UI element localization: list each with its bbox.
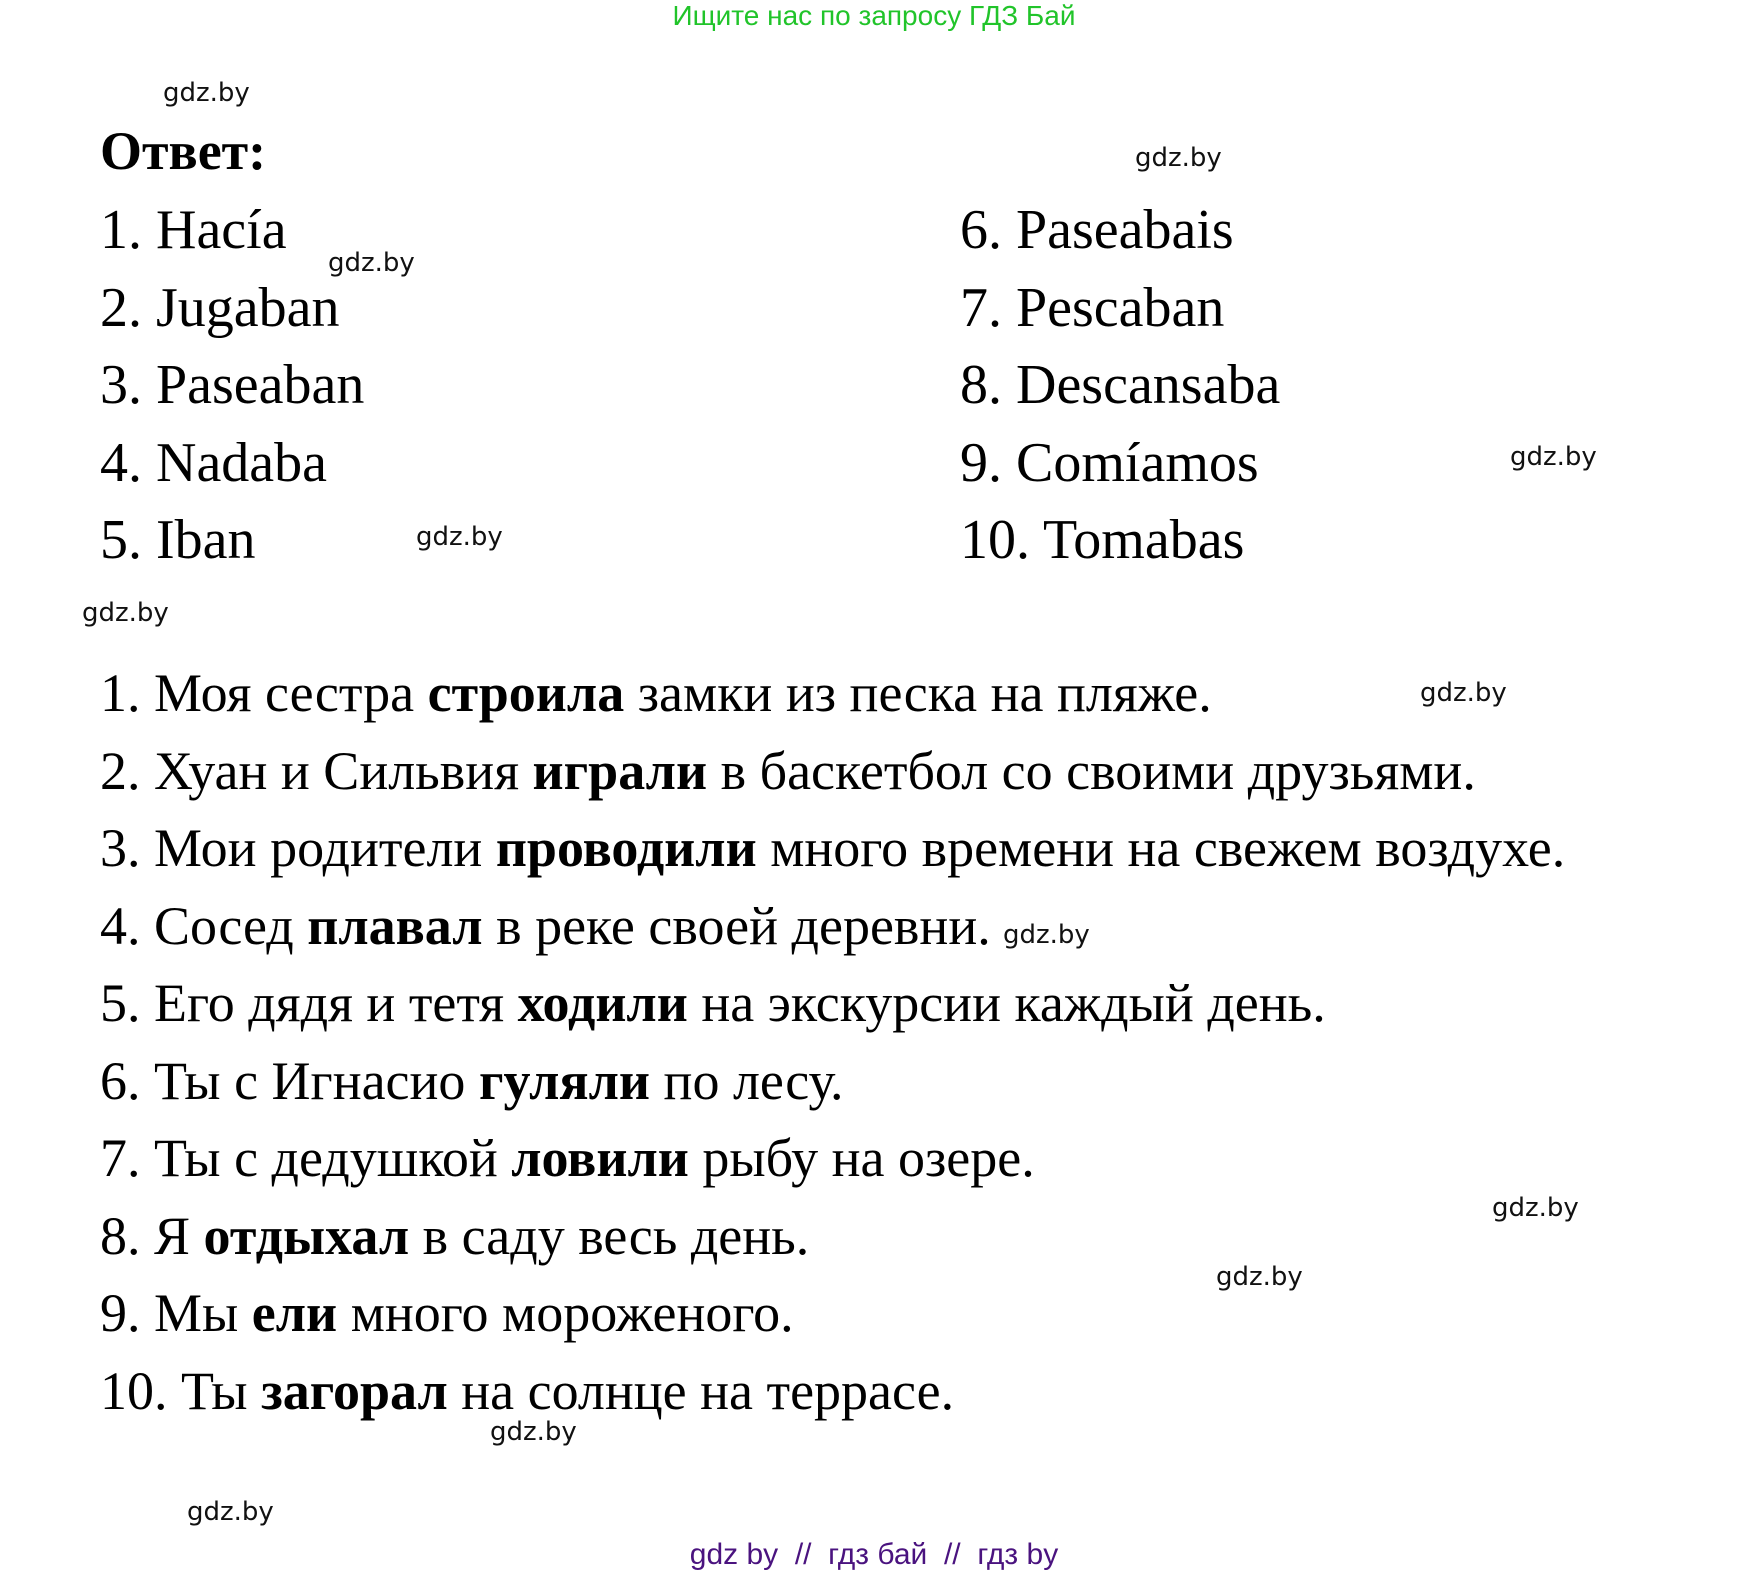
sentence bbox=[100, 1198, 1670, 1276]
watermark: gdz.by bbox=[187, 1497, 274, 1527]
watermark: gdz.by bbox=[82, 598, 169, 628]
item-number: 5. bbox=[100, 509, 142, 571]
answer-list-right bbox=[960, 192, 1280, 580]
item-number: 6. bbox=[960, 199, 1002, 261]
sentence bbox=[100, 888, 1670, 966]
sentence-text: Сосед bbox=[154, 895, 294, 956]
watermark: gdz.by bbox=[1003, 920, 1090, 950]
answer-item bbox=[960, 425, 1280, 503]
sentence-text: на солнце на террасе. bbox=[461, 1360, 955, 1421]
sentence-text: Я bbox=[154, 1205, 191, 1266]
sentence-text: в саду весь день. bbox=[422, 1205, 810, 1266]
sentence-text: на экскурсии каждый день. bbox=[701, 973, 1326, 1033]
sentence-number: 8. bbox=[100, 1205, 141, 1266]
sentence-number: 3. bbox=[100, 818, 141, 878]
sentence-verb: ловили bbox=[511, 1128, 689, 1188]
sentence bbox=[100, 810, 1670, 888]
sentence-number: 7. bbox=[100, 1128, 141, 1188]
item-word: Jugaban bbox=[156, 276, 340, 339]
sentence-text: рыбу на озере. bbox=[702, 1128, 1035, 1188]
sentence-text: Моя сестра bbox=[154, 663, 415, 723]
sentence-verb: ходили bbox=[517, 973, 688, 1033]
sentence-verb: ели bbox=[251, 1283, 338, 1343]
sentence-text: в баскетбол со своими друзьями. bbox=[720, 740, 1476, 801]
sentence-text: много мороженого. bbox=[350, 1283, 794, 1343]
sentence-text: Ты с Игнасио bbox=[154, 1050, 466, 1111]
answer-item bbox=[100, 192, 364, 270]
watermark: gdz.by bbox=[1216, 1262, 1303, 1292]
sentence-verb: строила bbox=[427, 663, 625, 723]
watermark: gdz.by bbox=[1135, 143, 1222, 173]
watermark: gdz.by bbox=[490, 1417, 577, 1447]
sentence-verb: проводили bbox=[495, 818, 757, 878]
sentence-verb: гуляли bbox=[478, 1050, 651, 1111]
item-word: Comíamos bbox=[1016, 431, 1259, 494]
sentence-number: 9. bbox=[100, 1283, 141, 1343]
sentence bbox=[100, 965, 1670, 1043]
answer-item bbox=[960, 502, 1280, 580]
sentence-verb: загорал bbox=[261, 1360, 448, 1421]
item-number: 7. bbox=[960, 276, 1002, 339]
sentence-text: замки из песка на пляже. bbox=[637, 663, 1212, 723]
sentence-verb: играли bbox=[532, 740, 708, 801]
translation-list bbox=[100, 655, 1670, 1430]
item-word: Hacía bbox=[156, 199, 287, 261]
answer-item bbox=[960, 270, 1280, 348]
answer-item bbox=[960, 192, 1280, 270]
sentence bbox=[100, 1275, 1670, 1353]
sentence-text: Мы bbox=[154, 1283, 239, 1343]
item-word: Nadaba bbox=[156, 431, 328, 494]
top-banner: Ищите нас по запросу ГДЗ Бай bbox=[672, 0, 1076, 31]
answer-list-left bbox=[100, 192, 364, 580]
item-word: Paseabais bbox=[1016, 199, 1234, 261]
sentence-verb: плавал bbox=[307, 895, 483, 956]
sentence-text: Мои родители bbox=[154, 818, 483, 878]
sentence-text: по лесу. bbox=[663, 1050, 844, 1111]
watermark: gdz.by bbox=[1492, 1193, 1579, 1223]
item-number: 9. bbox=[960, 431, 1002, 494]
sentence-number: 10. bbox=[100, 1360, 168, 1421]
answer-item bbox=[100, 347, 364, 425]
sentence bbox=[100, 655, 1670, 733]
sentence-text: в реке своей деревни. bbox=[496, 895, 991, 956]
footer-links: gdz by // гдз бай // гдз by bbox=[689, 1538, 1059, 1571]
item-word: Iban bbox=[156, 509, 256, 571]
item-word: Pescaban bbox=[1016, 276, 1225, 339]
item-word: Tomabas bbox=[1043, 509, 1245, 571]
watermark: gdz.by bbox=[416, 522, 503, 552]
item-number: 1. bbox=[100, 199, 142, 261]
item-number: 2. bbox=[100, 276, 142, 339]
answer-item bbox=[100, 502, 364, 580]
sentence-text: Его дядя и тетя bbox=[154, 973, 505, 1033]
watermark: gdz.by bbox=[1420, 678, 1507, 708]
sentence-text: Хуан и Сильвия bbox=[154, 740, 520, 801]
sentence-number: 1. bbox=[100, 663, 141, 723]
sentence bbox=[100, 733, 1670, 811]
sentence-number: 4. bbox=[100, 895, 141, 956]
item-number: 4. bbox=[100, 431, 142, 494]
item-number: 3. bbox=[100, 354, 142, 416]
answer-item bbox=[100, 270, 364, 348]
sentence-text: Ты bbox=[181, 1360, 248, 1421]
watermark: gdz.by bbox=[328, 248, 415, 278]
sentence bbox=[100, 1120, 1670, 1198]
item-word: Descansaba bbox=[1016, 354, 1281, 416]
sentence-number: 6. bbox=[100, 1050, 141, 1111]
item-number: 10. bbox=[960, 509, 1030, 571]
sentence-verb: отдыхал bbox=[203, 1205, 410, 1266]
sentence-text: много времени на свежем воздухе. bbox=[770, 818, 1566, 878]
sentence bbox=[100, 1353, 1670, 1431]
sentence-number: 2. bbox=[100, 740, 141, 801]
sentence bbox=[100, 1043, 1670, 1121]
item-word: Paseaban bbox=[156, 354, 365, 416]
watermark: gdz.by bbox=[163, 78, 250, 108]
answer-item bbox=[100, 425, 364, 503]
sentence-text: Ты с дедушкой bbox=[154, 1128, 498, 1188]
answer-item bbox=[960, 347, 1280, 425]
item-number: 8. bbox=[960, 354, 1002, 416]
answer-heading: Ответ: bbox=[100, 121, 267, 181]
watermark: gdz.by bbox=[1510, 442, 1597, 472]
sentence-number: 5. bbox=[100, 973, 141, 1033]
